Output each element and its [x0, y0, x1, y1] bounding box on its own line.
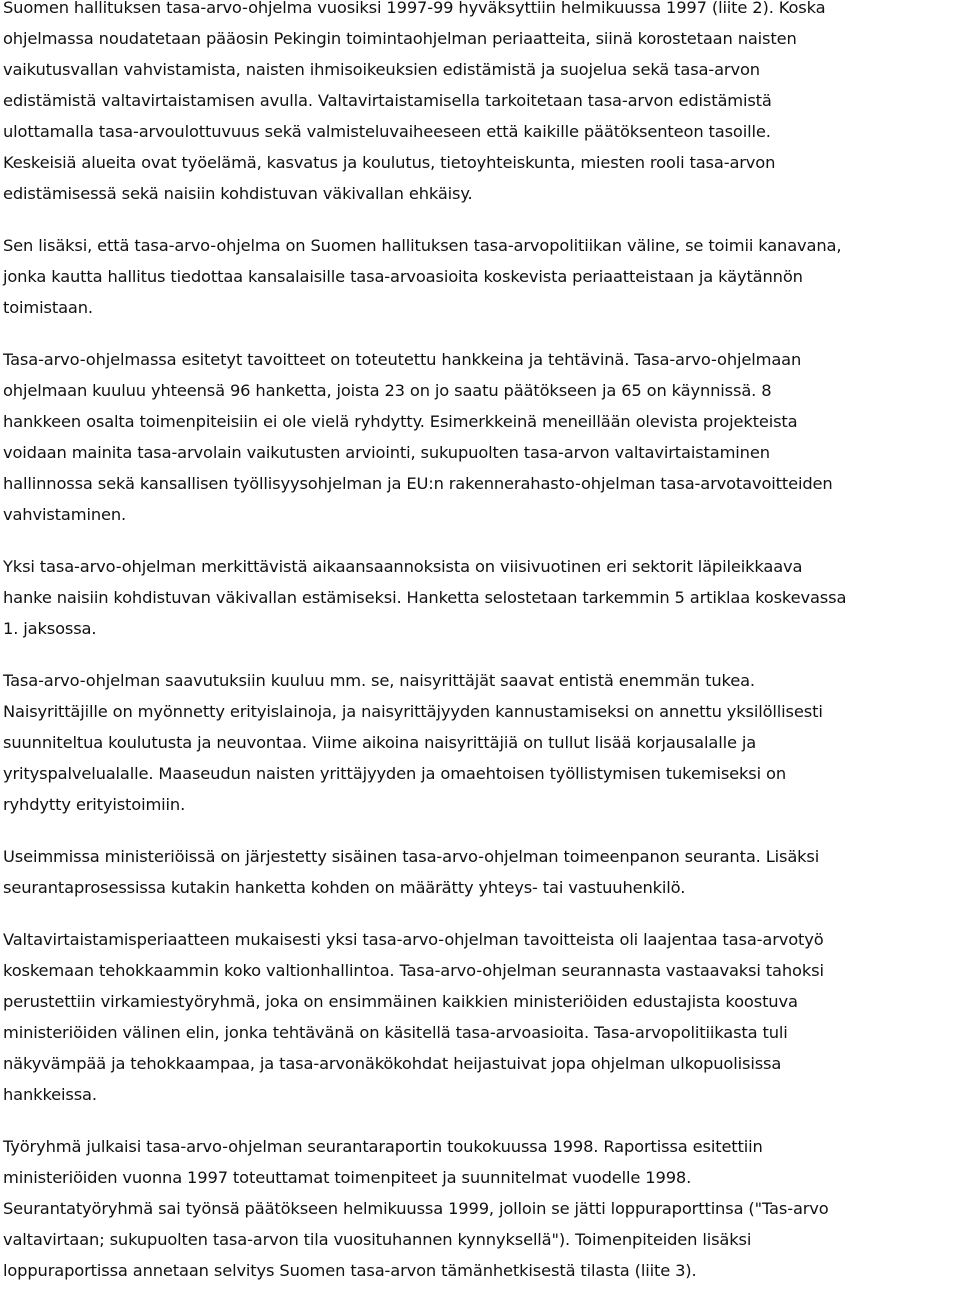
paragraph-women-entrepreneurs: Tasa-arvo-ohjelman saavutuksiin kuuluu mm. se, naisyrittäjät saavat entistä enemmän tukea. Naisyrittäjille on myönnetty erityislainoja, ja naisyrittäjyyden kannustamiseksi on annettu yksilöllisesti suunniteltua koulutusta ja neuvontaa. Viime aikoina naisyrittäjiä on tullut lisää korjausalalle ja yrityspalvelualalle. Maaseudun naisten yrittäjyyden ja omaehtoisen työllistymisen tukemiseksi on ryhdytty erityistoimiin. [3, 671, 823, 814]
paragraph-programme-overview: Suomen hallituksen tasa-arvo-ohjelma vuosiksi 1997-99 hyväksyttiin helmikuussa 1997 (liite 2). Koska ohjelmassa noudatetaan pääosin Pekingin toimintaohjelman periaatteita, siinä korostetaan naisten vaikutusvallan vahvistamista, naisten ihmisoikeuksien edistämistä ja suojelua sekä tasa-arvon edistämistä valtavirtaistamisen avulla. Valtavirtaistamisella tarkoitetaan tasa-arvon edistämistä ulottamalla tasa-arvoulottuvuus sekä valmisteluvaiheeseen että kaikille päätöksenteon tasoille. Keskeisiä alueita ovat työelämä, kasvatus ja koulutus, tietoyhteiskunta, miesten rooli tasa-arvon edistämisessä sekä naisiin kohdistuvan väkivallan ehkäisy. [3, 0, 826, 203]
paragraph-ministry-monitoring: Useimmissa ministeriöissä on järjestetty sisäinen tasa-arvo-ohjelman toimeenpanon seuranta. Lisäksi seurantaprosessissa kutakin hanketta kohden on määrätty yhteys- tai vastuuhenkilö. [3, 847, 820, 897]
paragraph-violence-prevention: Yksi tasa-arvo-ohjelman merkittävistä aikaansaannoksista on viisivuotinen eri sektorit läpileikkaava hanke naisiin kohdistuvan väkivallan estämiseksi. Hanketta selostetaan tarkemmin 5 artiklaa koskevassa 1. jaksossa. [3, 557, 847, 638]
paragraph-follow-up-report: Työryhmä julkaisi tasa-arvo-ohjelman seurantaraportin toukokuussa 1998. Raportissa esitettiin ministeriöiden vuonna 1997 toteuttamat toimenpiteet ja suunnitelmat vuodelle 1998. Seurantatyöryhmä sai työnsä päätökseen helmikuussa 1999, jolloin se jätti loppuraporttinsa ("Tas-arvo valtavirtaan; sukupuolten tasa-arvon tila vuosituhannen kynnyksellä"). Toimenpiteiden lisäksi loppuraportissa annetaan selvitys Suomen tasa-arvon tämänhetkisestä tilasta (liite 3). [3, 1137, 829, 1280]
paragraph-projects-status: Tasa-arvo-ohjelmassa esitetyt tavoitteet on toteutettu hankkeina ja tehtävinä. Tasa-arvo-ohjelmaan ohjelmaan kuuluu yhteensä 96 hanketta, joista 23 on jo saatu päätökseen ja 65 on käynnissä. 8 hankkeen osalta toimenpiteisiin ei ole vielä ryhdytty. Esimerkkeinä meneillään olevista projekteista voidaan mainita tasa-arvolain vaikutusten arviointi, sukupuolten tasa-arvon valtavirtaistaminen hallinnossa sekä kansallisen työllisyysohjelman ja EU:n rakennerahasto-ohjelman tasa-arvotavoitteiden vahvistaminen. [3, 350, 833, 524]
document-body [3, 0, 958, 1307]
paragraph-policy-channel: Sen lisäksi, että tasa-arvo-ohjelma on Suomen hallituksen tasa-arvopolitiikan väline, se toimii kanavana, jonka kautta hallitus tiedottaa kansalaisille tasa-arvoasioita koskevista periaatteistaan ja käytännön toimistaan. [3, 236, 842, 317]
paragraph-mainstreaming-working-group: Valtavirtaistamisperiaatteen mukaisesti yksi tasa-arvo-ohjelman tavoitteista oli laajentaa tasa-arvotyö koskemaan tehokkaammin koko valtionhallintoa. Tasa-arvo-ohjelman seurannasta vastaavaksi tahoksi perustettiin virkamiestyöryhmä, joka on ensimmäinen kaikkien ministeriöiden edustajista koostuva ministeriöiden välinen elin, jonka tehtävänä on käsitellä tasa-arvoasioita. Tasa-arvopolitiikasta tuli näkyvämpää ja tehokkaampaa, ja tasa-arvonäkökohdat heijastuivat jopa ohjelman ulkopuolisissa hankkeissa. [3, 930, 824, 1104]
